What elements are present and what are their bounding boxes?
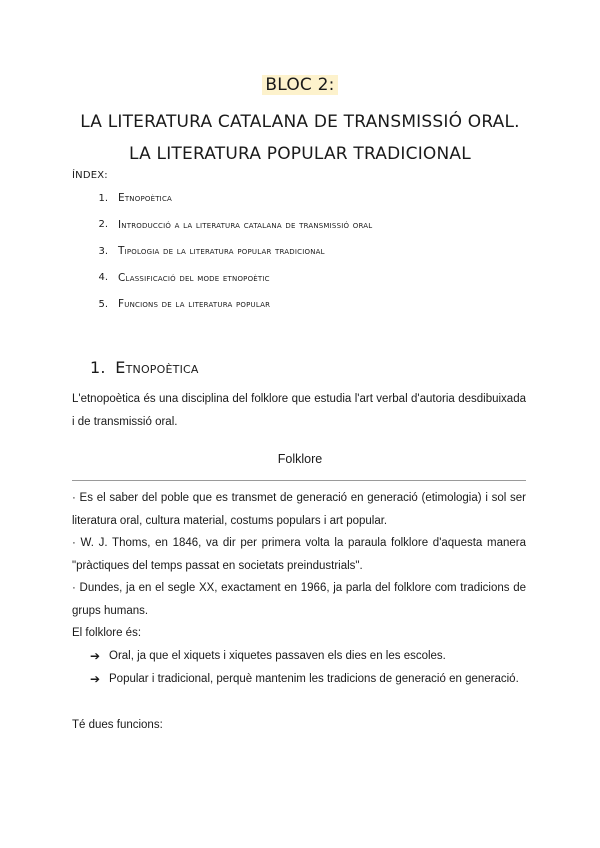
arrow-item-text: Popular i tradicional, perquè mantenim les tradicions de generació en generació. [109,673,519,685]
index-item-text: Tipologia de la literatura popular tradicional [118,245,325,258]
folklore-bullet: · Es el saber del poble que es transmet de generació en generació (etimologia) i sol ser literatura oral, cultura material, costums populars i art popular. [72,492,526,527]
section-number: 1. [90,358,106,377]
index-item [86,212,372,239]
index-item-number: 4. [98,272,108,284]
bloc-label: BLOC 2: [262,75,337,95]
index-item-text: Funcions de la literatura popular [118,298,271,311]
arrow-list-item [90,668,526,691]
arrow-right-icon: ➔ [90,672,101,686]
folklore-bullet: · W. J. Thoms, en 1846, va dir per primera volta la paraula folklore d'aquesta manera "pràctiques del temps passat en societats preindustrials". [72,537,526,572]
index-item-number: 5. [98,298,108,310]
index-item-number: 1. [98,192,108,204]
folklore-heading: Folklore [277,452,323,466]
index-item [86,238,372,265]
arrow-item-text: Oral, ja que el xiquets i xiquetes passaven els dies en les escoles. [109,650,446,662]
index-item-number: 3. [98,245,108,257]
arrow-list [90,645,526,691]
arrow-right-icon: ➔ [90,649,101,663]
index-item-text: Classificació del mode etnopoètic [118,271,270,284]
index-item [86,291,372,318]
index-item [86,185,372,212]
folklore-bullet: · Dundes, ja en el segle XX, exactament en 1966, ja parla del folklore com tradicions de grups humans. [72,582,526,617]
folklore-is-label: El folklore és: [72,627,142,639]
index-item-text: Etnopoètica [118,192,173,205]
section-title: Etnopoètica [115,358,199,377]
section-heading [90,358,199,377]
functions-label: Té dues funcions: [72,719,163,731]
divider-line [72,480,526,481]
section-intro-paragraph: L'etnopoètica és una disciplina del folklore que estudia l'art verbal d'autoria desdibuixada i de transmissió oral. [72,393,526,428]
document-title: LA LITERATURA CATALANA DE TRANSMISSIÓ ORAL. LA LITERATURA POPULAR TRADICIONAL [80,112,520,164]
arrow-list-item [90,645,526,668]
bloc-heading [0,74,600,96]
index-item-number: 2. [98,219,108,231]
index-item [86,265,372,292]
index-item-text: Introducció a la literatura catalana de transmissió oral [118,218,373,231]
index-label: ÍNDEX: [72,170,108,181]
index-list [86,185,372,318]
